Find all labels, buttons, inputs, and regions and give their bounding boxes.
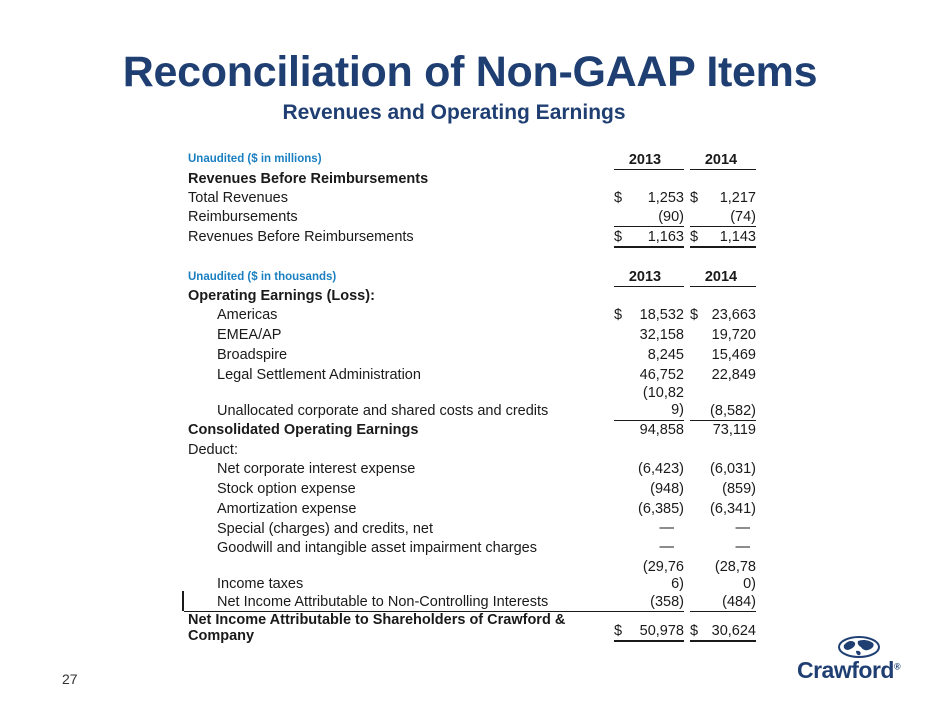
- value: 1,253: [647, 190, 684, 206]
- value-line-2: 6): [671, 576, 684, 592]
- subtotal-rule: [690, 226, 756, 227]
- value: 18,532: [639, 307, 684, 323]
- deduction-value-2014: [690, 460, 756, 478]
- segment-value-2013: [614, 326, 684, 344]
- table2-year1-header: 2013: [628, 269, 662, 285]
- page-number: 27: [62, 671, 78, 687]
- table1-row-value-2014: [690, 228, 756, 246]
- segment-value-2013: [614, 385, 684, 419]
- value: 15,469: [711, 347, 756, 363]
- deduction-label: Stock option expense: [217, 481, 356, 497]
- value: 22,849: [711, 367, 756, 383]
- table1-row-value-2014: [690, 189, 756, 207]
- value: 1,143: [719, 229, 756, 245]
- value-line-2: 0): [743, 576, 756, 592]
- total-double-rule: [690, 246, 756, 248]
- globe-logo-icon: [838, 636, 880, 658]
- row-underline: [690, 611, 756, 612]
- dollar-sign: $: [614, 190, 623, 206]
- value: —: [659, 539, 674, 555]
- net-income-label: [188, 612, 565, 644]
- segment-value-2014: [690, 326, 756, 344]
- deduction-value-2013: [614, 500, 684, 518]
- dollar-sign: $: [690, 623, 699, 639]
- table1-section-header: Revenues Before Reimbursements: [188, 171, 429, 187]
- value: 23,663: [711, 307, 756, 323]
- table2-year2-header: 2014: [704, 269, 738, 285]
- deduction-label: Special (charges) and credits, net: [217, 521, 433, 537]
- segment-label: Americas: [217, 307, 278, 323]
- value: (6,423): [638, 461, 684, 477]
- total-double-rule: [690, 640, 756, 642]
- deduction-value-2014: [690, 559, 756, 593]
- value: (8,582): [710, 403, 756, 419]
- value: 1,217: [719, 190, 756, 206]
- consolidated-value-2013: [614, 421, 684, 439]
- dollar-sign: $: [690, 229, 699, 245]
- dollar-sign: $: [614, 623, 623, 639]
- table1-year1-header: 2013: [628, 152, 662, 168]
- deduction-value-2013: [614, 460, 684, 478]
- segment-label: Broadspire: [217, 347, 288, 363]
- segment-value-2013: [614, 306, 684, 324]
- value: —: [735, 520, 750, 536]
- value: (6,031): [710, 461, 756, 477]
- table2-caption: Unaudited ($ in thousands): [188, 271, 337, 283]
- table2-section-header: Operating Earnings (Loss):: [188, 288, 375, 304]
- segment-label: Legal Settlement Administration: [217, 367, 421, 383]
- table1-year2-header: 2014: [704, 152, 738, 168]
- subtotal-rule: [614, 226, 684, 227]
- registered-mark: ®: [893, 661, 901, 672]
- value: (859): [722, 481, 756, 497]
- deduction-value-2013: [614, 559, 684, 593]
- value-line-1: (29,76: [642, 559, 684, 575]
- consolidated-value-2014: [690, 421, 756, 439]
- deduction-label: Income taxes: [217, 576, 304, 592]
- deduction-value-2014: [690, 519, 756, 537]
- value: 73,119: [712, 422, 756, 438]
- net-income-value-2014: [690, 622, 756, 640]
- deduction-value-2013: [614, 538, 684, 556]
- value-line-1: (28,78: [714, 559, 756, 575]
- slide-subtitle: Revenues and Operating Earnings: [282, 101, 626, 124]
- segment-value-2013: [614, 346, 684, 364]
- value: (6,341): [710, 501, 756, 517]
- deduction-value-2014: [690, 538, 756, 556]
- table1-row-label: Reimbursements: [188, 209, 298, 225]
- deduction-label: Net Income Attributable to Non-Controlling Interests: [217, 594, 549, 610]
- table1-row-value-2014: [690, 208, 756, 226]
- net-income-value-2013: [614, 622, 684, 640]
- value: (90): [658, 209, 684, 225]
- value: —: [659, 520, 674, 536]
- table1-row-label: Total Revenues: [188, 190, 288, 206]
- deduction-label: Net corporate interest expense: [217, 461, 416, 477]
- value-line-2: 9): [671, 402, 684, 418]
- value: (6,385): [638, 501, 684, 517]
- segment-value-2014: [690, 366, 756, 384]
- segment-value-2014: [690, 402, 756, 420]
- value: 46,752: [639, 367, 684, 383]
- value-line-1: (10,82: [642, 385, 684, 401]
- segment-label: Unallocated corporate and shared costs and credits: [217, 403, 549, 419]
- deduction-value-2013: [614, 519, 684, 537]
- table1-row-label: Revenues Before Reimbursements: [188, 229, 414, 245]
- table2-header-rule-1: [614, 286, 684, 287]
- deduct-label: Deduct:: [188, 442, 238, 458]
- net-income-label-line-2: Company: [188, 628, 255, 644]
- deduction-value-2013: [614, 480, 684, 498]
- table1-row-value-2013: [614, 228, 684, 246]
- deduction-value-2014: [690, 500, 756, 518]
- table1-caption: Unaudited ($ in millions): [188, 153, 322, 165]
- table2-header-rule-2: [690, 286, 756, 287]
- value: 8,245: [647, 347, 684, 363]
- value: 32,158: [639, 327, 684, 343]
- segment-value-2014: [690, 306, 756, 324]
- dollar-sign: $: [614, 307, 623, 323]
- table1-row-value-2013: [614, 189, 684, 207]
- deduction-label: Goodwill and intangible asset impairment charges: [217, 540, 537, 556]
- net-income-label-line-1: Net Income Attributable to Shareholders of Crawford &: [188, 612, 566, 628]
- value: 1,163: [647, 229, 684, 245]
- segment-value-2014: [690, 346, 756, 364]
- value: (484): [722, 594, 756, 610]
- value: 50,978: [639, 623, 684, 639]
- deduction-value-2014: [690, 593, 756, 611]
- segment-value-2013: [614, 366, 684, 384]
- deduction-value-2013: [614, 593, 684, 611]
- dollar-sign: $: [690, 307, 699, 323]
- total-double-rule: [614, 246, 684, 248]
- value: 30,624: [711, 623, 756, 639]
- table1-row-value-2013: [614, 208, 684, 226]
- box-left-border: [182, 591, 184, 611]
- segment-label: EMEA/AP: [217, 327, 282, 343]
- value: —: [735, 539, 750, 555]
- consolidated-label: Consolidated Operating Earnings: [188, 422, 419, 438]
- crawford-logo: [797, 657, 900, 684]
- dollar-sign: $: [614, 229, 623, 245]
- logo-text: Crawford: [797, 657, 894, 683]
- table1-header-rule-1: [614, 169, 684, 170]
- deduction-value-2014: [690, 480, 756, 498]
- value: (358): [650, 594, 684, 610]
- table1-header-rule-2: [690, 169, 756, 170]
- value: 94,858: [639, 422, 684, 438]
- dollar-sign: $: [690, 190, 699, 206]
- deduction-label: Amortization expense: [217, 501, 357, 517]
- slide-title: Reconciliation of Non-GAAP Items: [122, 48, 818, 96]
- value: (948): [650, 481, 684, 497]
- value: (74): [730, 209, 756, 225]
- value: 19,720: [711, 327, 756, 343]
- total-double-rule: [614, 640, 684, 642]
